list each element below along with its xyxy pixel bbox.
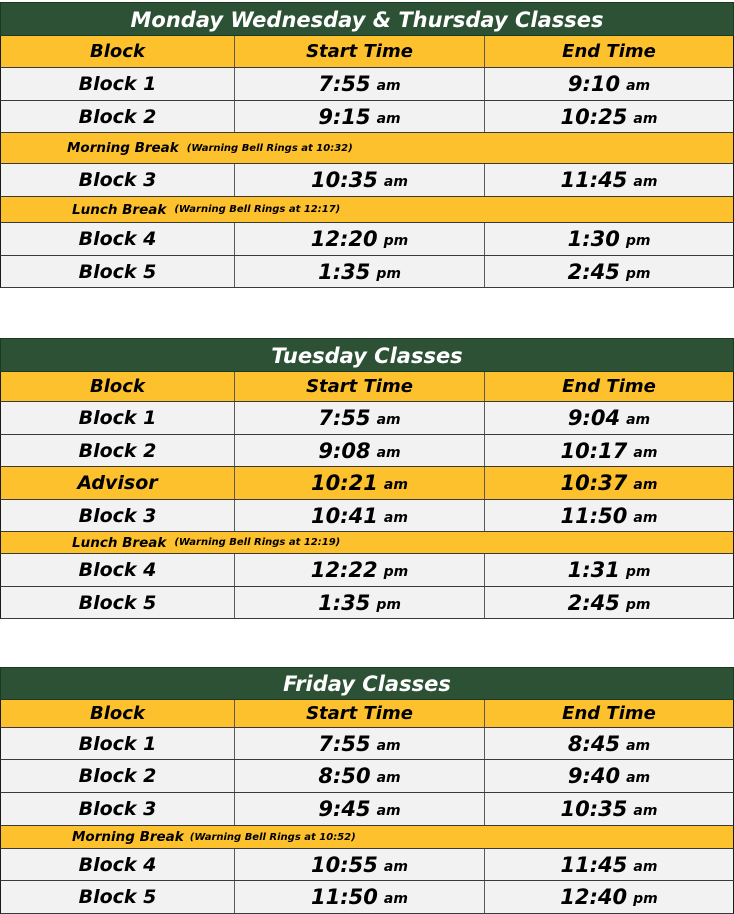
start-time: 1:35 pm: [235, 256, 485, 287]
end-time: 11:50 am: [485, 500, 733, 531]
start-time: 9:08 am: [235, 435, 485, 466]
header-row: [0, 372, 734, 402]
table-row: [0, 728, 734, 760]
table-row: [0, 500, 734, 532]
block-name: Block 5: [1, 256, 235, 287]
block-name: Advisor: [1, 467, 235, 499]
table-row: [0, 554, 734, 587]
table-row: [0, 849, 734, 881]
table-title: Monday Wednesday & Thursday Classes: [0, 2, 734, 36]
header-row: [0, 36, 734, 68]
header-row: [0, 700, 734, 728]
break-row: [0, 532, 734, 554]
block-name: Block 2: [1, 435, 235, 466]
end-time: 9:10 am: [485, 68, 733, 100]
start-time: 7:55 am: [235, 402, 485, 434]
end-time: 9:40 am: [485, 760, 733, 792]
block-name: Block 4: [1, 554, 235, 586]
block-name: Block 1: [1, 402, 235, 434]
end-time: 2:45 pm: [485, 256, 733, 287]
block-name: Block 1: [1, 728, 235, 759]
table-row: [0, 435, 734, 467]
header-block: Block: [1, 36, 235, 67]
table-row: [0, 587, 734, 619]
header-end: End Time: [485, 700, 733, 727]
block-name: Block 5: [1, 587, 235, 618]
start-time: 1:35 pm: [235, 587, 485, 618]
block-name: Block 2: [1, 101, 235, 132]
start-time: 7:55 am: [235, 728, 485, 759]
block-name: Block 2: [1, 760, 235, 792]
table-row-advisor: [0, 467, 734, 500]
header-end: End Time: [485, 36, 733, 67]
start-time: 10:21 am: [235, 467, 485, 499]
end-time: 9:04 am: [485, 402, 733, 434]
break-note: (Warning Bell Rings at 10:52): [189, 831, 356, 843]
break-note: (Warning Bell Rings at 12:19): [174, 537, 341, 548]
table-row: [0, 402, 734, 435]
break-label: Morning Break: [72, 829, 184, 845]
schedule-table-tuesday: [0, 338, 734, 619]
end-time: 2:45 pm: [485, 587, 733, 618]
table-row: [0, 68, 734, 101]
start-time: 9:45 am: [235, 793, 485, 825]
table-row: [0, 881, 734, 914]
end-time: 10:17 am: [485, 435, 733, 466]
break-note: (Warning Bell Rings at 12:17): [174, 204, 341, 215]
header-end: End Time: [485, 372, 733, 401]
end-time: 1:30 pm: [485, 223, 733, 255]
table-row: [0, 793, 734, 826]
start-time: 10:55 am: [235, 849, 485, 880]
block-name: Block 3: [1, 793, 235, 825]
end-time: 1:31 pm: [485, 554, 733, 586]
break-row: [0, 133, 734, 164]
header-block: Block: [1, 372, 235, 401]
end-time: 11:45 am: [485, 849, 733, 880]
end-time: 8:45 am: [485, 728, 733, 759]
table-title: Friday Classes: [0, 667, 734, 700]
header-start: Start Time: [235, 36, 485, 67]
break-label: Lunch Break: [72, 534, 167, 551]
table-row: [0, 760, 734, 793]
schedule-table-mwth: [0, 2, 734, 288]
table-row: [0, 164, 734, 197]
end-time: 10:25 am: [485, 101, 733, 132]
table-row: [0, 223, 734, 256]
header-start: Start Time: [235, 372, 485, 401]
start-time: 11:50 am: [235, 881, 485, 913]
end-time: 10:35 am: [485, 793, 733, 825]
break-label: Lunch Break: [72, 201, 167, 218]
end-time: 11:45 am: [485, 164, 733, 196]
break-label: Morning Break: [67, 140, 179, 156]
start-time: 10:41 am: [235, 500, 485, 531]
block-name: Block 4: [1, 849, 235, 880]
start-time: 12:22 pm: [235, 554, 485, 586]
header-block: Block: [1, 700, 235, 727]
header-start: Start Time: [235, 700, 485, 727]
break-row: [0, 826, 734, 849]
end-time: 10:37 am: [485, 467, 733, 499]
break-row: [0, 197, 734, 223]
block-name: Block 4: [1, 223, 235, 255]
block-name: Block 5: [1, 881, 235, 913]
block-name: Block 3: [1, 500, 235, 531]
table-row: [0, 101, 734, 133]
block-name: Block 1: [1, 68, 235, 100]
table-row: [0, 256, 734, 288]
block-name: Block 3: [1, 164, 235, 196]
start-time: 7:55 am: [235, 68, 485, 100]
start-time: 12:20 pm: [235, 223, 485, 255]
start-time: 8:50 am: [235, 760, 485, 792]
end-time: 12:40 pm: [485, 881, 733, 913]
table-title: Tuesday Classes: [0, 338, 734, 372]
break-note: (Warning Bell Rings at 10:32): [186, 142, 353, 154]
schedule-table-friday: [0, 667, 734, 914]
start-time: 9:15 am: [235, 101, 485, 132]
start-time: 10:35 am: [235, 164, 485, 196]
